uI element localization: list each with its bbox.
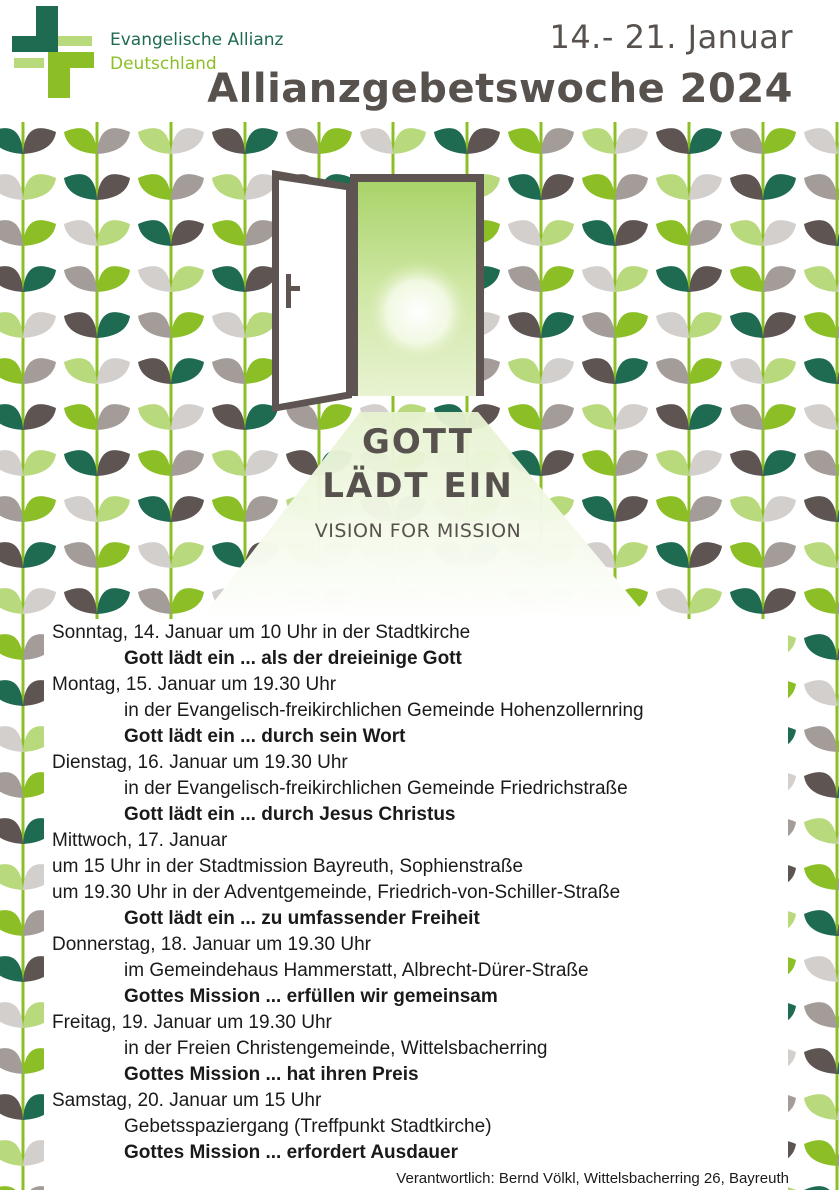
leaf-shape (0, 634, 23, 660)
leaf-shape (541, 128, 574, 154)
leaf-shape (171, 496, 204, 522)
leaf-shape (0, 910, 23, 936)
schedule-line: Donnerstag, 18. Januar um 19.30 Uhr (52, 934, 371, 955)
leaf-shape (804, 910, 837, 936)
leaf-shape (171, 542, 204, 568)
leaf-shape (23, 542, 56, 568)
leaf-shape (804, 404, 837, 430)
leaf-shape (730, 542, 763, 568)
leaf-shape (689, 174, 722, 200)
leaf-shape (171, 404, 204, 430)
leaf-shape (804, 1186, 837, 1190)
leaf-shape (763, 404, 796, 430)
leaf-shape (508, 358, 541, 384)
leaf-shape (730, 266, 763, 292)
schedule-list (52, 620, 792, 1166)
schedule-line: Sonntag, 14. Januar um 10 Uhr in der Stadtkirche (52, 622, 471, 643)
leaf-shape (582, 404, 615, 430)
leaf-shape (730, 174, 763, 200)
leaf-shape (23, 358, 56, 384)
leaf-shape (804, 220, 837, 246)
motto-subtitle: VISION FOR MISSION (314, 520, 522, 542)
leaf-shape (804, 266, 837, 292)
leaf-shape (171, 128, 204, 154)
leaf-shape (656, 542, 689, 568)
leaf-shape (97, 266, 130, 292)
leaf-shape (689, 128, 722, 154)
leaf-shape (804, 956, 837, 982)
date-range: 14.- 21. Januar (549, 18, 793, 56)
leaf-shape (763, 358, 796, 384)
leaf-shape (212, 220, 245, 246)
leaf-shape (615, 450, 648, 476)
schedule-line: Gottes Mission ... erfordert Ausdauer (124, 1142, 458, 1163)
leaf-shape (763, 496, 796, 522)
leaf-shape (763, 542, 796, 568)
leaf-shape (541, 174, 574, 200)
leaf-shape (689, 220, 722, 246)
leaf-shape (0, 496, 23, 522)
motto-line2: LÄDT EIN (322, 466, 514, 506)
leaf-shape (467, 128, 500, 154)
leaf-shape (656, 404, 689, 430)
leaf-shape (23, 496, 56, 522)
leaf-shape (656, 358, 689, 384)
leaf-shape (804, 128, 837, 154)
schedule-line: Gottes Mission ... erfüllen wir gemeinsam (124, 986, 498, 1007)
leaf-shape (804, 496, 837, 522)
leaf-shape (23, 588, 56, 614)
schedule-line: Freitag, 19. Januar um 19.30 Uhr (52, 1012, 332, 1033)
leaf-shape (97, 450, 130, 476)
leaf-shape (541, 220, 574, 246)
footer-credit: Verantwortlich: Bernd Völkl, Wittelsbacherring 26, Bayreuth (396, 1170, 789, 1187)
leaf-shape (689, 404, 722, 430)
leaf-shape (23, 266, 56, 292)
logo-name-line1: Evangelische Allianz (110, 30, 284, 50)
leaf-shape (763, 266, 796, 292)
leaf-shape (64, 358, 97, 384)
schedule-line: Gott lädt ein ... zu umfassender Freiheit (124, 908, 480, 929)
leaf-shape (138, 312, 171, 338)
leaf-shape (64, 404, 97, 430)
leaf-shape (0, 1140, 23, 1166)
leaf-shape (393, 128, 426, 154)
schedule-line: um 15 Uhr in der Stadtmission Bayreuth, Sophienstraße (52, 856, 524, 877)
leaf-shape (64, 588, 97, 614)
leaf-shape (0, 128, 23, 154)
leaf-shape (23, 404, 56, 430)
leaf-shape (615, 542, 648, 568)
leaf-shape (138, 404, 171, 430)
leaf-shape (212, 266, 245, 292)
leaf-shape (360, 128, 393, 154)
leaf-shape (64, 496, 97, 522)
leaf-shape (582, 266, 615, 292)
leaf-shape (804, 542, 837, 568)
leaf-shape (0, 358, 23, 384)
leaf-shape (763, 312, 796, 338)
schedule-line: in der Evangelisch-freikirchlichen Gemeinde Hohenzollernring (124, 700, 644, 721)
leaf-shape (656, 266, 689, 292)
leaf-shape (804, 680, 837, 706)
leaf-shape (0, 266, 23, 292)
leaf-shape (0, 1094, 23, 1120)
leaf-shape (615, 174, 648, 200)
leaf-shape (212, 542, 245, 568)
leaf-shape (508, 174, 541, 200)
leaf-shape (656, 312, 689, 338)
leaf-shape (0, 174, 23, 200)
leaf-shape (730, 220, 763, 246)
schedule-line: um 19.30 Uhr in der Adventgemeinde, Friedrich-von-Schiller-Straße (52, 882, 621, 903)
leaf-shape (97, 496, 130, 522)
leaf-shape (582, 312, 615, 338)
leaf-shape (730, 404, 763, 430)
event-title: Allianzgebetswoche 2024 (207, 66, 793, 112)
leaf-shape (763, 128, 796, 154)
leaf-shape (97, 220, 130, 246)
leaf-shape (689, 450, 722, 476)
leaf-shape (212, 404, 245, 430)
leaf-shape (0, 542, 23, 568)
leaf-shape (212, 312, 245, 338)
leaf-shape (97, 312, 130, 338)
leaf-shape (0, 404, 23, 430)
leaf-shape (0, 1002, 23, 1028)
leaf-shape (97, 588, 130, 614)
leaf-shape (286, 128, 319, 154)
schedule-line: Dienstag, 16. Januar um 19.30 Uhr (52, 752, 348, 773)
leaf-shape (508, 312, 541, 338)
leaf-shape (582, 358, 615, 384)
leaf-shape (212, 450, 245, 476)
schedule-line: in der Evangelisch-freikirchlichen Gemeinde Friedrichstraße (124, 778, 628, 799)
schedule-line: Gottes Mission ... hat ihren Preis (124, 1064, 419, 1085)
leaf-shape (582, 174, 615, 200)
schedule-line: Mittwoch, 17. Januar (52, 830, 228, 851)
leaf-shape (615, 496, 648, 522)
leaf-shape (541, 312, 574, 338)
schedule-line: Gott lädt ein ... durch Jesus Christus (124, 804, 456, 825)
leaf-shape (319, 128, 352, 154)
leaf-shape (138, 450, 171, 476)
leaf-shape (804, 864, 837, 890)
leaf-shape (689, 266, 722, 292)
leaf-shape (23, 220, 56, 246)
leaf-shape (615, 128, 648, 154)
schedule-line: Gebetsspaziergang (Treffpunkt Stadtkirche) (124, 1116, 492, 1137)
leaf-shape (138, 220, 171, 246)
leaf-shape (64, 128, 97, 154)
leaf-shape (689, 496, 722, 522)
leaf-shape (138, 266, 171, 292)
leaf-shape (212, 496, 245, 522)
leaf-shape (64, 174, 97, 200)
schedule-line: Gott lädt ein ... als der dreieinige Gott (124, 648, 462, 669)
leaf-shape (615, 220, 648, 246)
leaf-shape (212, 174, 245, 200)
leaf-shape (689, 312, 722, 338)
logo-name-line2: Deutschland (110, 54, 217, 74)
leaf-shape (730, 312, 763, 338)
leaf-shape (804, 818, 837, 844)
leaf-shape (23, 450, 56, 476)
leaf-shape (804, 358, 837, 384)
leaf-shape (97, 128, 130, 154)
leaf-shape (0, 588, 23, 614)
leaf-shape (656, 220, 689, 246)
leaf-shape (656, 174, 689, 200)
leaf-shape (0, 726, 23, 752)
leaf-shape (804, 726, 837, 752)
leaf-shape (23, 128, 56, 154)
leaf-shape (508, 220, 541, 246)
leaf-shape (245, 128, 278, 154)
schedule-line: Samstag, 20. Januar um 15 Uhr (52, 1090, 322, 1111)
leaf-shape (171, 450, 204, 476)
schedule-line: Montag, 15. Januar um 19.30 Uhr (52, 674, 337, 695)
leaf-shape (508, 128, 541, 154)
leaf-shape (0, 956, 23, 982)
leaf-shape (763, 174, 796, 200)
leaf-shape (689, 542, 722, 568)
leaf-shape (615, 404, 648, 430)
schedule-line: im Gemeindehaus Hammerstatt, Albrecht-Dürer-Straße (124, 960, 589, 981)
leaf-shape (0, 1186, 23, 1190)
leaf-shape (212, 358, 245, 384)
leaf-shape (615, 266, 648, 292)
leaf-shape (730, 128, 763, 154)
leaf-shape (171, 358, 204, 384)
open-door-icon (272, 170, 484, 412)
schedule-line: Gott lädt ein ... durch sein Wort (124, 726, 406, 747)
leaf-shape (541, 358, 574, 384)
leaf-shape (656, 496, 689, 522)
leaf-shape (171, 266, 204, 292)
leaf-shape (0, 312, 23, 338)
leaf-shape (64, 450, 97, 476)
leaf-shape (434, 128, 467, 154)
leaf-shape (656, 450, 689, 476)
motto (250, 420, 586, 542)
leaf-shape (64, 312, 97, 338)
leaf-shape (804, 174, 837, 200)
leaf-shape (0, 772, 23, 798)
leaf-shape (138, 588, 171, 614)
leaf-shape (0, 818, 23, 844)
schedule-line: in der Freien Christengemeinde, Wittelsbacherring (124, 1038, 548, 1059)
leaf-shape (582, 220, 615, 246)
leaf-shape (97, 358, 130, 384)
leaf-shape (541, 266, 574, 292)
leaf-shape (689, 358, 722, 384)
leaf-shape (171, 174, 204, 200)
leaf-shape (138, 542, 171, 568)
leaf-shape (804, 312, 837, 338)
leaf-shape (0, 864, 23, 890)
leaf-shape (763, 588, 796, 614)
leaf-shape (582, 128, 615, 154)
leaf-shape (804, 1002, 837, 1028)
leaf-shape (171, 588, 204, 614)
leaf-shape (64, 220, 97, 246)
leaf-shape (0, 1048, 23, 1074)
leaf-shape (0, 220, 23, 246)
leaf-shape (804, 634, 837, 660)
leaf-shape (97, 174, 130, 200)
leaf-shape (64, 542, 97, 568)
leaf-shape (615, 312, 648, 338)
leaf-shape (171, 312, 204, 338)
leaf-shape (582, 450, 615, 476)
leaf-shape (804, 588, 837, 614)
leaf-shape (615, 358, 648, 384)
leaf-shape (804, 1094, 837, 1120)
cross-logo-icon (8, 4, 94, 100)
leaf-shape (97, 542, 130, 568)
leaf-shape (730, 496, 763, 522)
leaf-shape (23, 312, 56, 338)
leaf-shape (138, 496, 171, 522)
leaf-shape (508, 266, 541, 292)
leaf-shape (0, 450, 23, 476)
leaf-shape (656, 588, 689, 614)
leaf-shape (730, 588, 763, 614)
leaf-shape (730, 358, 763, 384)
leaf-shape (97, 404, 130, 430)
leaf-shape (804, 1140, 837, 1166)
leaf-shape (730, 450, 763, 476)
leaf-shape (138, 358, 171, 384)
leaf-shape (763, 220, 796, 246)
leaf-shape (804, 772, 837, 798)
leaf-shape (804, 1048, 837, 1074)
leaf-shape (138, 174, 171, 200)
leaf-shape (171, 220, 204, 246)
leaf-shape (0, 680, 23, 706)
leaf-shape (804, 450, 837, 476)
leaf-shape (212, 128, 245, 154)
leaf-shape (763, 450, 796, 476)
header (0, 0, 839, 122)
motto-line1: GOTT (362, 422, 474, 462)
leaf-shape (138, 128, 171, 154)
leaf-shape (689, 588, 722, 614)
leaf-shape (656, 128, 689, 154)
leaf-shape (64, 266, 97, 292)
leaf-shape (23, 174, 56, 200)
leaf-shape (582, 496, 615, 522)
